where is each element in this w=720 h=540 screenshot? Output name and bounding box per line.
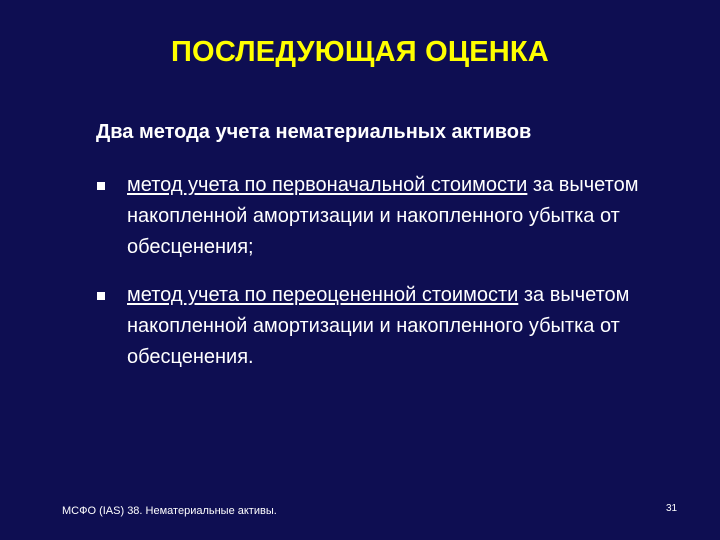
square-bullet-icon (97, 292, 105, 300)
page-number: 31 (666, 503, 678, 514)
bullet-link[interactable]: метод учета по первоначальной стоимости (127, 174, 528, 196)
bullet-item (97, 280, 657, 373)
bullet-text: за вычетом накопленной амортизации и накопленного убытка от обесценения; (127, 174, 639, 258)
slide-title: ПОСЛЕДУЮЩАЯ ОЦЕНКА (171, 36, 549, 68)
bullet-list (97, 170, 657, 373)
slide-footer: МСФО (IAS) 38. Нематериальные активы. (62, 505, 277, 517)
bullet-link[interactable]: метод учета по переоцененной стоимости (127, 284, 519, 306)
bullet-text: за вычетом накопленной амортизации и накопленного убытка от обесценения. (127, 284, 630, 368)
bullet-item (97, 170, 657, 263)
square-bullet-icon (97, 182, 105, 190)
slide-subtitle: Два метода учета нематериальных активов (96, 121, 532, 143)
